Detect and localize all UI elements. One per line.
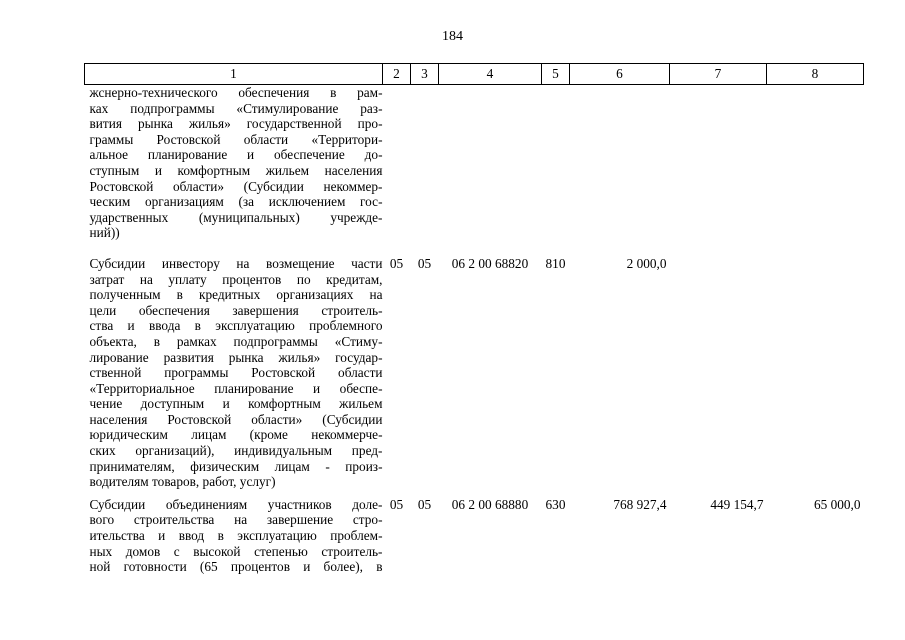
cell-subsection: 05 — [417, 255, 432, 271]
table-row — [85, 497, 864, 575]
row-description — [85, 497, 383, 575]
column-header-4: 4 — [439, 64, 542, 85]
description-line: цели обеспечения завершения строитель- — [89, 302, 383, 318]
description-line: альное планирование и обеспечение до- — [89, 147, 383, 163]
description-line: ступным и комфортным жильем населения — [89, 162, 383, 178]
cell-amount-col6: 2 000,0 — [626, 255, 667, 271]
cell-amount-col8 — [767, 256, 864, 497]
cell-amount-col7: 449 154,7 — [710, 496, 764, 512]
column-header-3: 3 — [411, 64, 439, 85]
cell-expense-type: 810 — [545, 255, 566, 271]
cell-target-code: 06 2 00 68880 — [451, 496, 529, 512]
row-description — [85, 85, 383, 256]
cell-section: 05 — [389, 496, 404, 512]
cell-amount-col6: 768 927,4 — [613, 496, 667, 512]
cell-amount-col6 — [570, 85, 670, 256]
cell-subsection: 05 — [417, 496, 432, 512]
row-description — [85, 256, 383, 497]
description-line: ства и ввода в эксплуатацию проблемного — [89, 318, 383, 334]
column-header-6: 6 — [570, 64, 670, 85]
description-line: ной готовности (65 процентов и более), в — [89, 559, 383, 575]
description-line: ний)) — [89, 225, 120, 241]
description-line: жснерно-технического обеспечения в рам- — [89, 85, 383, 100]
description-line: ках подпрограммы «Стимулирование раз- — [89, 100, 383, 116]
description-line: ческим организациям (за исключением гос- — [89, 194, 383, 210]
description-line: ударственных (муниципальных) учрежде- — [89, 209, 383, 225]
description-line: ских организаций), индивидуальным пред- — [89, 443, 383, 459]
description-line: населения Ростовской области» (Субсидии — [89, 411, 383, 427]
description-line: затрат на уплату процентов по кредитам, — [89, 271, 383, 287]
description-line: юридическим лицам (кроме некоммерче- — [89, 427, 383, 443]
cell-target-code — [439, 85, 542, 256]
cell-section — [383, 85, 411, 256]
column-header-1: 1 — [85, 64, 383, 85]
cell-expense-type — [542, 85, 570, 256]
description-line: «Территориальное планирование и обеспе- — [89, 380, 383, 396]
cell-amount-col7 — [670, 256, 767, 497]
table-row — [85, 85, 864, 256]
column-header-5: 5 — [542, 64, 570, 85]
description-line: граммы Ростовской области «Территори- — [89, 131, 383, 147]
cell-amount-col8 — [767, 85, 864, 256]
description-line: вого строительства на завершение стро- — [89, 512, 383, 528]
column-header-8: 8 — [767, 64, 864, 85]
description-line: чение доступным и комфортным жильем — [89, 396, 383, 412]
cell-subsection — [411, 85, 439, 256]
description-line: вития рынка жилья» государственной про- — [89, 116, 383, 132]
description-line: Ростовской области» (Субсидии некоммер- — [89, 178, 383, 194]
page-number: 184 — [442, 29, 463, 44]
column-header-7: 7 — [670, 64, 767, 85]
description-line: объекта, в рамках подпрограммы «Стиму- — [89, 333, 383, 349]
description-line: ных домов с высокой степенью строитель- — [89, 543, 383, 559]
description-line: лирование развития рынка жилья» государ- — [89, 349, 383, 365]
cell-amount-col8: 65 000,0 — [813, 496, 861, 512]
description-line: ственной программы Ростовской области — [89, 365, 383, 381]
cell-expense-type: 630 — [545, 496, 566, 512]
description-line: Субсидии объединениям участников доле- — [89, 496, 383, 512]
description-line: ительства и ввод в эксплуатацию проблем- — [89, 528, 383, 544]
column-number-header-row — [85, 64, 864, 85]
column-header-2: 2 — [383, 64, 411, 85]
description-line: водителям товаров, работ, услуг) — [89, 474, 276, 490]
cell-section: 05 — [389, 255, 404, 271]
description-line: Субсидии инвестору на возмещение части — [89, 255, 383, 271]
cell-amount-col7 — [670, 85, 767, 256]
description-line: полученным в кредитных организациях на — [89, 287, 383, 303]
description-line: принимателям, физическим лицам - произ- — [89, 458, 383, 474]
cell-target-code: 06 2 00 68820 — [451, 255, 529, 271]
budget-table — [84, 63, 864, 575]
table-row — [85, 256, 864, 497]
